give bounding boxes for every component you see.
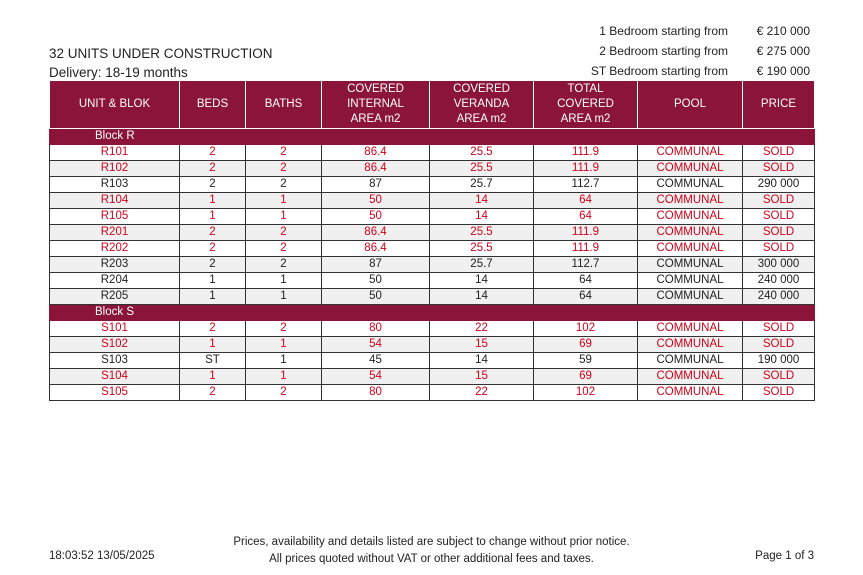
cell-total: 112.7 bbox=[534, 257, 638, 273]
cell-internal: 45 bbox=[322, 353, 430, 369]
cell-veranda: 14 bbox=[430, 353, 534, 369]
page-number: Page 1 of 3 bbox=[755, 550, 814, 562]
header-price: PRICE bbox=[743, 81, 815, 129]
delivery-info: Delivery: 18-19 months bbox=[49, 65, 188, 80]
cell-baths: 1 bbox=[246, 273, 322, 289]
cell-price: SOLD bbox=[743, 241, 815, 257]
cell-price: SOLD bbox=[743, 321, 815, 337]
pricing-price: € 210 000 bbox=[756, 24, 810, 38]
cell-pool: COMMUNAL bbox=[638, 321, 743, 337]
cell-internal: 87 bbox=[322, 177, 430, 193]
cell-unit: R101 bbox=[50, 145, 180, 161]
cell-pool: COMMUNAL bbox=[638, 369, 743, 385]
cell-pool: COMMUNAL bbox=[638, 177, 743, 193]
cell-total: 64 bbox=[534, 273, 638, 289]
cell-veranda: 25.5 bbox=[430, 145, 534, 161]
cell-veranda: 25.5 bbox=[430, 225, 534, 241]
cell-pool: COMMUNAL bbox=[638, 385, 743, 401]
cell-internal: 50 bbox=[322, 209, 430, 225]
cell-internal: 50 bbox=[322, 193, 430, 209]
pricing-price: € 275 000 bbox=[756, 44, 810, 58]
cell-total: 111.9 bbox=[534, 241, 638, 257]
cell-total: 64 bbox=[534, 209, 638, 225]
cell-internal: 80 bbox=[322, 321, 430, 337]
header-line: COVERED bbox=[453, 83, 510, 95]
header-line: INTERNAL bbox=[347, 98, 404, 110]
cell-price: SOLD bbox=[743, 369, 815, 385]
cell-unit: S104 bbox=[50, 369, 180, 385]
cell-internal: 54 bbox=[322, 337, 430, 353]
header-line: AREA m2 bbox=[350, 113, 401, 125]
cell-unit: R204 bbox=[50, 273, 180, 289]
table-body bbox=[50, 129, 815, 401]
pricing-summary bbox=[560, 21, 815, 81]
table-row bbox=[50, 289, 815, 305]
cell-beds: 2 bbox=[180, 177, 246, 193]
cell-beds: 2 bbox=[180, 241, 246, 257]
cell-baths: 2 bbox=[246, 225, 322, 241]
cell-pool: COMMUNAL bbox=[638, 241, 743, 257]
cell-baths: 2 bbox=[246, 177, 322, 193]
cell-price: SOLD bbox=[743, 385, 815, 401]
cell-beds: 2 bbox=[180, 321, 246, 337]
block-name: Block R bbox=[50, 129, 180, 145]
cell-beds: 2 bbox=[180, 161, 246, 177]
header-unit: UNIT & BLOK bbox=[50, 81, 180, 129]
cell-veranda: 25.5 bbox=[430, 241, 534, 257]
cell-pool: COMMUNAL bbox=[638, 145, 743, 161]
cell-baths: 2 bbox=[246, 385, 322, 401]
cell-unit: S102 bbox=[50, 337, 180, 353]
pricing-row bbox=[560, 21, 815, 41]
cell-internal: 86.4 bbox=[322, 225, 430, 241]
cell-price: 190 000 bbox=[743, 353, 815, 369]
cell-baths: 1 bbox=[246, 337, 322, 353]
cell-pool: COMMUNAL bbox=[638, 161, 743, 177]
cell-internal: 86.4 bbox=[322, 145, 430, 161]
cell-baths: 1 bbox=[246, 369, 322, 385]
cell-total: 69 bbox=[534, 337, 638, 353]
cell-internal: 50 bbox=[322, 289, 430, 305]
table-row bbox=[50, 241, 815, 257]
table-row bbox=[50, 209, 815, 225]
pricing-row bbox=[560, 41, 815, 61]
cell-unit: R201 bbox=[50, 225, 180, 241]
cell-baths: 2 bbox=[246, 145, 322, 161]
header-covered-internal bbox=[322, 81, 430, 129]
cell-internal: 87 bbox=[322, 257, 430, 273]
cell-baths: 2 bbox=[246, 161, 322, 177]
cell-veranda: 15 bbox=[430, 337, 534, 353]
cell-beds: 2 bbox=[180, 257, 246, 273]
table-row bbox=[50, 257, 815, 273]
pricing-label: 2 Bedroom starting from bbox=[599, 44, 728, 58]
cell-veranda: 14 bbox=[430, 273, 534, 289]
header-total-covered bbox=[534, 81, 638, 129]
table-row bbox=[50, 385, 815, 401]
cell-baths: 1 bbox=[246, 353, 322, 369]
cell-price: SOLD bbox=[743, 209, 815, 225]
print-timestamp: 18:03:52 13/05/2025 bbox=[49, 550, 155, 562]
cell-pool: COMMUNAL bbox=[638, 193, 743, 209]
cell-internal: 54 bbox=[322, 369, 430, 385]
table-row bbox=[50, 225, 815, 241]
cell-price: SOLD bbox=[743, 225, 815, 241]
cell-beds: 1 bbox=[180, 369, 246, 385]
cell-unit: S105 bbox=[50, 385, 180, 401]
block-header-fill bbox=[180, 129, 815, 145]
cell-unit: R202 bbox=[50, 241, 180, 257]
cell-total: 112.7 bbox=[534, 177, 638, 193]
pricing-label: ST Bedroom starting from bbox=[590, 64, 728, 78]
cell-beds: 1 bbox=[180, 289, 246, 305]
table-header-row bbox=[50, 81, 815, 129]
cell-veranda: 25.7 bbox=[430, 177, 534, 193]
cell-unit: R105 bbox=[50, 209, 180, 225]
cell-total: 69 bbox=[534, 369, 638, 385]
cell-total: 102 bbox=[534, 321, 638, 337]
cell-pool: COMMUNAL bbox=[638, 273, 743, 289]
cell-baths: 2 bbox=[246, 321, 322, 337]
cell-price: 290 000 bbox=[743, 177, 815, 193]
cell-pool: COMMUNAL bbox=[638, 225, 743, 241]
cell-baths: 2 bbox=[246, 241, 322, 257]
cell-veranda: 25.5 bbox=[430, 161, 534, 177]
cell-unit: R203 bbox=[50, 257, 180, 273]
cell-price: 240 000 bbox=[743, 289, 815, 305]
cell-beds: 1 bbox=[180, 273, 246, 289]
header-line: VERANDA bbox=[453, 98, 510, 110]
pricing-row bbox=[560, 61, 815, 81]
cell-veranda: 22 bbox=[430, 321, 534, 337]
table-row bbox=[50, 145, 815, 161]
header-line: TOTAL bbox=[567, 83, 604, 95]
cell-beds: 1 bbox=[180, 209, 246, 225]
cell-internal: 50 bbox=[322, 273, 430, 289]
cell-internal: 86.4 bbox=[322, 161, 430, 177]
pricing-price: € 190 000 bbox=[756, 64, 810, 78]
cell-veranda: 22 bbox=[430, 385, 534, 401]
header-line: AREA m2 bbox=[456, 113, 507, 125]
cell-pool: COMMUNAL bbox=[638, 257, 743, 273]
cell-unit: R102 bbox=[50, 161, 180, 177]
cell-total: 64 bbox=[534, 289, 638, 305]
cell-total: 111.9 bbox=[534, 225, 638, 241]
header-beds: BEDS bbox=[180, 81, 246, 129]
header-line: COVERED bbox=[557, 98, 614, 110]
cell-pool: COMMUNAL bbox=[638, 209, 743, 225]
table-row bbox=[50, 273, 815, 289]
header-baths: BATHS bbox=[246, 81, 322, 129]
cell-pool: COMMUNAL bbox=[638, 337, 743, 353]
cell-baths: 1 bbox=[246, 289, 322, 305]
cell-price: 300 000 bbox=[743, 257, 815, 273]
header-line: COVERED bbox=[347, 83, 404, 95]
cell-veranda: 15 bbox=[430, 369, 534, 385]
table-row bbox=[50, 369, 815, 385]
header-pool: POOL bbox=[638, 81, 743, 129]
cell-beds: 2 bbox=[180, 385, 246, 401]
block-header-row bbox=[50, 305, 815, 321]
cell-total: 111.9 bbox=[534, 161, 638, 177]
page-title: 32 UNITS UNDER CONSTRUCTION bbox=[49, 46, 273, 61]
cell-internal: 86.4 bbox=[322, 241, 430, 257]
cell-price: SOLD bbox=[743, 145, 815, 161]
table-row bbox=[50, 193, 815, 209]
cell-pool: COMMUNAL bbox=[638, 289, 743, 305]
cell-beds: ST bbox=[180, 353, 246, 369]
cell-veranda: 14 bbox=[430, 209, 534, 225]
cell-beds: 2 bbox=[180, 145, 246, 161]
cell-beds: 1 bbox=[180, 193, 246, 209]
cell-price: SOLD bbox=[743, 161, 815, 177]
cell-pool: COMMUNAL bbox=[638, 353, 743, 369]
cell-baths: 2 bbox=[246, 257, 322, 273]
cell-beds: 2 bbox=[180, 225, 246, 241]
cell-total: 102 bbox=[534, 385, 638, 401]
table-row bbox=[50, 177, 815, 193]
cell-baths: 1 bbox=[246, 209, 322, 225]
cell-price: SOLD bbox=[743, 337, 815, 353]
table-row bbox=[50, 353, 815, 369]
cell-internal: 80 bbox=[322, 385, 430, 401]
units-table bbox=[49, 80, 815, 401]
header-line: AREA m2 bbox=[560, 113, 611, 125]
cell-total: 111.9 bbox=[534, 145, 638, 161]
block-header-row bbox=[50, 129, 815, 145]
cell-beds: 1 bbox=[180, 337, 246, 353]
cell-unit: R205 bbox=[50, 289, 180, 305]
cell-veranda: 14 bbox=[430, 289, 534, 305]
cell-price: SOLD bbox=[743, 193, 815, 209]
document-heading bbox=[49, 44, 273, 82]
cell-veranda: 14 bbox=[430, 193, 534, 209]
cell-veranda: 25.7 bbox=[430, 257, 534, 273]
cell-price: 240 000 bbox=[743, 273, 815, 289]
cell-total: 59 bbox=[534, 353, 638, 369]
table-row bbox=[50, 161, 815, 177]
table-row bbox=[50, 321, 815, 337]
disclaimer-line: Prices, availability and details listed are subject to change without prior notice. bbox=[233, 536, 630, 548]
disclaimer-line: All prices quoted without VAT or other additional fees and taxes. bbox=[269, 553, 594, 565]
cell-total: 64 bbox=[534, 193, 638, 209]
cell-unit: S101 bbox=[50, 321, 180, 337]
pricing-label: 1 Bedroom starting from bbox=[599, 24, 728, 38]
cell-unit: R104 bbox=[50, 193, 180, 209]
cell-unit: S103 bbox=[50, 353, 180, 369]
cell-baths: 1 bbox=[246, 193, 322, 209]
block-name: Block S bbox=[50, 305, 180, 321]
header-covered-veranda bbox=[430, 81, 534, 129]
cell-unit: R103 bbox=[50, 177, 180, 193]
table-row bbox=[50, 337, 815, 353]
block-header-fill bbox=[180, 305, 815, 321]
